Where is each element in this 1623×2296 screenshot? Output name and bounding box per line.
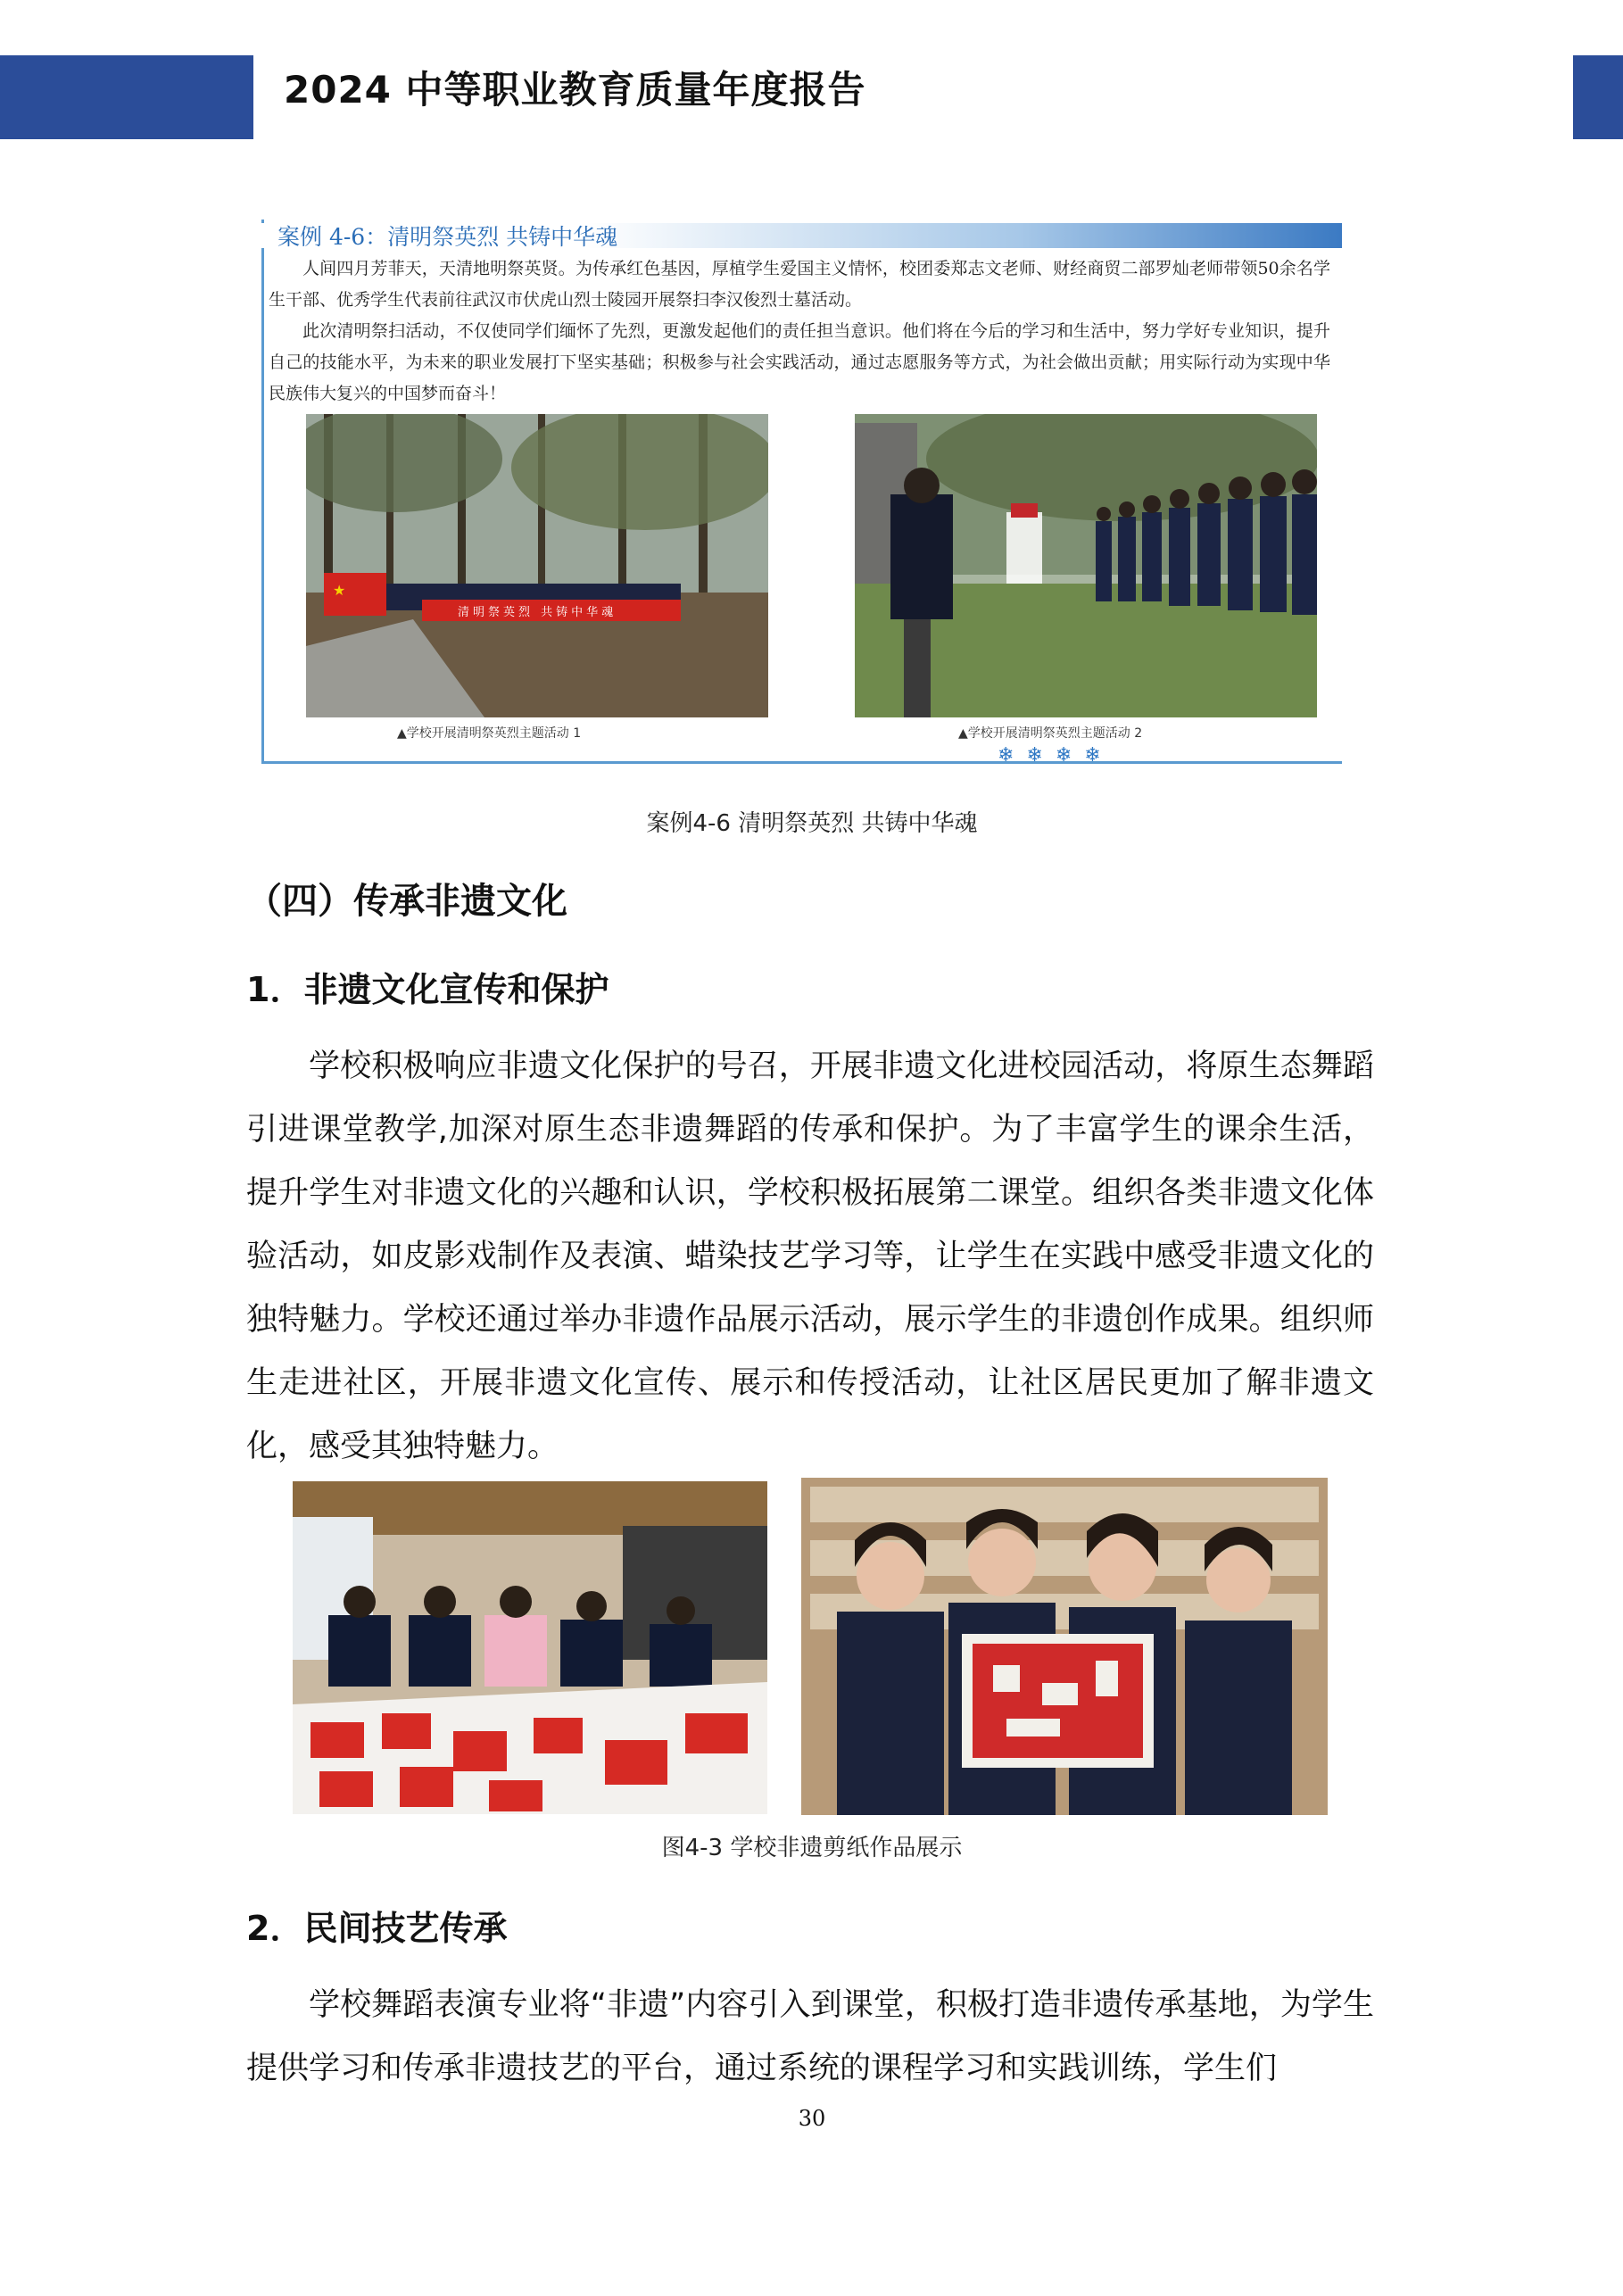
case-border-left: [261, 220, 264, 764]
case-photo-caption-1: ▲学校开展清明祭英烈主题活动 1: [397, 726, 582, 741]
report-title: 2024 中等职业教育质量年度报告: [284, 68, 866, 112]
section-heading: （四）传承非遗文化: [246, 881, 567, 922]
papercut-photo-2: [801, 1478, 1328, 1815]
body-paragraph-1: [246, 1035, 1374, 1479]
header-bar-right: [1573, 55, 1623, 139]
paragraph-text: 学校积极响应非遗文化保护的号召，开展非遗文化进校园活动，将原生态舞蹈引进课堂教学,加深对原生态非遗舞蹈的传承和保护。为了丰富学生的课余生活，提升学生对非遗文化的兴趣和认识，学校积极拓展第二课堂。组织各类非遗文化体验活动，如皮影戏制作及表演、蜡染技艺学习等，让学生在实践中感受非遗文化的独特魅力。学校还通过举办非遗作品展示活动，展示学生的非遗创作成果。组织师生走进社区，开展非遗文化宣传、展示和传授活动，让社区居民更加了解非遗文化，感受其独特魅力。: [246, 1049, 1374, 1464]
body-paragraph-2: [246, 1974, 1374, 2101]
case-photo-caption-2: ▲学校开展清明祭英烈主题活动 2: [958, 726, 1143, 741]
case-border-bottom: [261, 761, 1342, 764]
page-number: 30: [798, 2106, 826, 2131]
case-text: [269, 253, 1330, 410]
subsection-heading-2: 2．民间技艺传承: [246, 1909, 508, 1948]
banner-text: 清明祭英烈 共铸中华魂: [458, 606, 617, 619]
paragraph-text: 学校舞蹈表演专业将“非遗”内容引入到课堂，积极打造非遗传承基地，为学生提供学习和传承非遗技艺的平台，通过系统的课程学习和实践训练，学生们: [246, 1987, 1374, 2086]
svg-text:★: ★: [333, 582, 346, 599]
header-bar-left: [0, 55, 253, 139]
papercut-figure-caption: 图4-3 学校非遗剪纸作品展示: [661, 1835, 963, 1861]
case-box: [261, 211, 1342, 767]
papercut-photo-1: [293, 1481, 767, 1814]
case-title: 案例 4-6：清明祭英烈 共铸中华魂: [277, 224, 618, 250]
case-paragraph-2: 此次清明祭扫活动，不仅使同学们缅怀了先烈，更激发起他们的责任担当意识。他们将在今后的学习和生活中，努力学好专业知识，提升自己的技能水平，为未来的职业发展打下坚实基础；积极参与社会实践活动，通过志愿服务等方式，为社会做出贡献；用实际行动为实现中华民族伟大复兴的中国梦而奋斗！: [269, 321, 1330, 403]
memorial-photo-1: [306, 414, 768, 717]
subsection-heading-1: 1．非遗文化宣传和保护: [246, 970, 609, 1009]
case-figure-caption: 案例4-6 清明祭英烈 共铸中华魂: [646, 810, 978, 837]
case-paragraph-1: 人间四月芳菲天，天清地明祭英贤。为传承红色基因，厚植学生爱国主义情怀，校团委郑志文老师、财经商贸二部罗灿老师带领50余名学生干部、优秀学生代表前往武汉市伏虎山烈士陵园开展祭扫李汉俊烈士墓活动。: [269, 259, 1330, 310]
memorial-photo-2: [855, 414, 1317, 717]
snowflake-decoration: ❄❄❄❄: [998, 744, 1114, 767]
